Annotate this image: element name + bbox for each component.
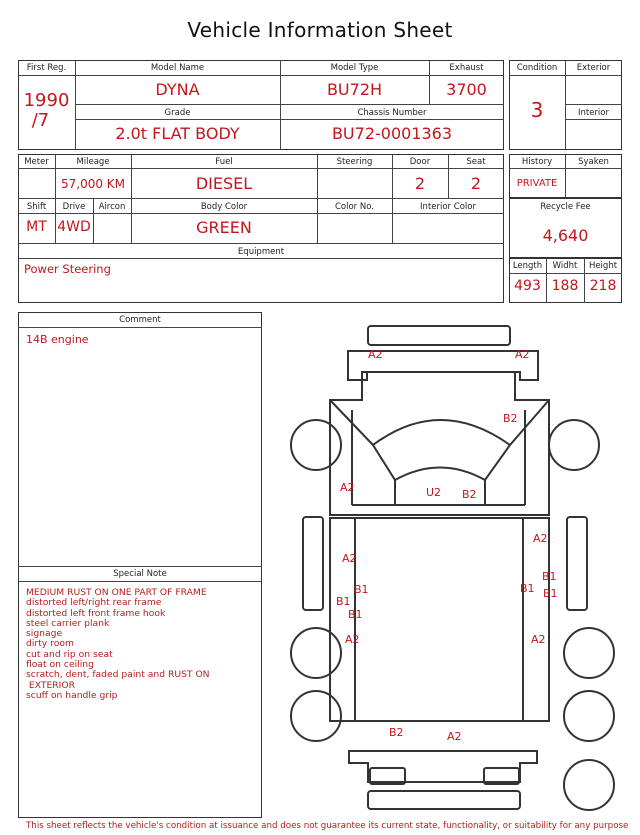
door-value: 2 [414, 174, 426, 193]
drive-label: Drive [62, 202, 86, 212]
rear-right-wheel-back [564, 691, 614, 741]
first-reg-label: First Reg. [26, 63, 67, 73]
right-side-panel [567, 517, 587, 610]
height-label: Height [588, 261, 618, 271]
footer-disclaimer: This sheet reflects the vehicle's condition at issuance and does not guarantee its current state, functionality, or suitability for any purpose [26, 821, 629, 831]
special-note-line: float on ceiling [26, 659, 94, 671]
damage-mark: U2 [426, 486, 442, 499]
cargo-bed [330, 518, 549, 721]
damage-mark: A2 [447, 730, 462, 743]
shift-value: MT [26, 219, 47, 235]
width-value: 188 [551, 278, 579, 294]
exhaust-value: 3700 [446, 80, 487, 99]
damage-mark: A2 [342, 552, 357, 565]
damage-mark: B1 [542, 570, 557, 583]
chassis-number-value: BU72-0001363 [331, 124, 453, 143]
interior-label: Interior [577, 108, 609, 118]
seat-value: 2 [470, 174, 482, 193]
door-label: Door [409, 157, 431, 167]
syaken-label: Syaken [578, 157, 609, 167]
front-right-wheel [549, 420, 599, 470]
fuel-value: DIESEL [195, 174, 253, 193]
body-color-value: GREEN [196, 218, 252, 237]
recycle-fee-label: Recycle Fee [540, 202, 591, 212]
meter-label: Meter [24, 157, 49, 167]
steering-label: Steering [336, 157, 373, 167]
damage-mark: A2 [345, 633, 360, 646]
windshield [373, 420, 510, 480]
mileage-value: 57,000 KM [60, 177, 126, 191]
damage-mark: B2 [389, 726, 404, 739]
damage-mark: A2 [531, 633, 546, 646]
rear-step [368, 791, 520, 809]
grade-label: Grade [164, 108, 191, 118]
length-label: Length [512, 261, 543, 271]
exhaust-label: Exhaust [449, 63, 484, 73]
rear-bumper-outline [349, 751, 537, 782]
damage-mark: B2 [462, 488, 477, 501]
model-name-value: DYNA [155, 80, 200, 99]
rear-right-wheel-front [564, 628, 614, 678]
drive-value: 4WD [57, 219, 91, 235]
damage-mark: A2 [340, 481, 355, 494]
condition-value: 3 [530, 98, 544, 122]
length-value: 493 [514, 278, 541, 294]
front-left-wheel [291, 420, 341, 470]
exterior-label: Exterior [576, 63, 611, 73]
equipment-value: Power Steering [24, 262, 111, 276]
condition-label: Condition [516, 63, 558, 73]
special-notes-list [26, 588, 210, 701]
damage-mark: B1 [543, 587, 558, 600]
special-note-line: MEDIUM RUST ON ONE PART OF FRAME [26, 587, 207, 598]
special-note-line: distorted left front frame hook [26, 607, 166, 619]
special-note-label: Special Note [113, 569, 167, 579]
special-note-line: steel carrier plank [26, 617, 110, 629]
special-note-line: scratch, dent, faded paint and RUST ON [26, 669, 210, 681]
history-label: History [521, 157, 553, 167]
rear-left-wheel-front [291, 628, 341, 678]
damage-mark: B2 [503, 412, 518, 425]
first-reg-month: /7 [31, 110, 50, 131]
aircon-label: Aircon [98, 202, 126, 212]
width-label: Widht [552, 261, 578, 271]
damage-mark: A2 [533, 532, 548, 545]
comment-block [18, 312, 262, 818]
model-type-label: Model Type [330, 63, 379, 73]
comment-value: 14B engine [26, 333, 89, 346]
equipment-label: Equipment [237, 247, 285, 257]
special-note-line: dirty room [26, 638, 74, 650]
sheet-title: Vehicle Information Sheet [187, 18, 453, 42]
damage-mark: B1 [354, 583, 369, 596]
special-note-line: cut and rip on seat [26, 648, 113, 660]
color-no-label: Color No. [334, 202, 374, 212]
recycle-fee-value: 4,640 [542, 226, 589, 245]
first-reg-year: 1990 [23, 90, 70, 111]
special-note-line: signage [26, 628, 63, 640]
special-note-line: EXTERIOR [26, 679, 75, 691]
damage-mark: B1 [348, 608, 363, 621]
model-name-label: Model Name [150, 63, 205, 73]
spare-wheel [564, 760, 614, 810]
cargo-bed-floor [355, 518, 523, 721]
seat-label: Seat [466, 157, 486, 167]
truck-damage-diagram [280, 318, 630, 818]
shift-label: Shift [26, 202, 47, 212]
left-side-panel [303, 517, 323, 610]
interior-color-label: Interior Color [420, 202, 476, 212]
special-note-line: distorted left/right rear frame [26, 597, 162, 609]
grade-value: 2.0t FLAT BODY [115, 124, 240, 143]
fuel-label: Fuel [215, 157, 233, 167]
front-bumper-shape [368, 326, 510, 345]
damage-mark: B1 [520, 582, 535, 595]
body-color-label: Body Color [200, 202, 248, 212]
damage-mark: A2 [515, 348, 530, 361]
height-value: 218 [589, 278, 617, 294]
damage-mark: B1 [336, 595, 351, 608]
mileage-label: Mileage [76, 157, 110, 167]
model-type-value: BU72H [326, 80, 383, 99]
history-value: PRIVATE [516, 178, 558, 189]
rear-left-wheel-back [291, 691, 341, 741]
comment-label: Comment [119, 315, 161, 325]
chassis-number-label: Chassis Number [357, 108, 427, 118]
damage-mark: A2 [368, 348, 383, 361]
special-note-line: scuff on handle grip [26, 689, 118, 701]
